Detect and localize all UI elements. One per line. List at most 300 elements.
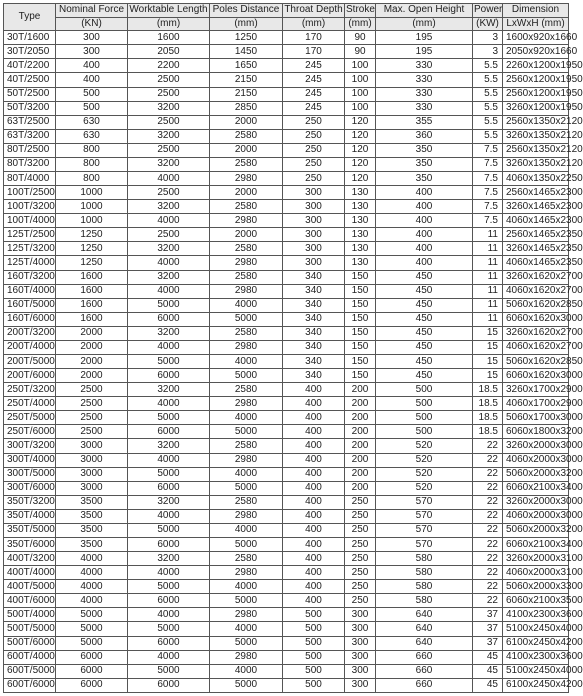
table-row [4,326,569,340]
cell-stroke: 120 [345,171,376,185]
cell-poles: 2580 [210,552,283,566]
cell-power: 22 [473,453,503,467]
cell-dimension: 6100x2450x4200 [503,678,569,692]
cell-open-height: 500 [376,383,473,397]
cell-dimension: 2560x1200x1950 [503,87,569,101]
cell-throat: 500 [283,622,345,636]
cell-power: 11 [473,270,503,284]
cell-poles: 2580 [210,326,283,340]
cell-power: 11 [473,284,503,298]
cell-type: 125T/4000 [4,256,56,270]
cell-length: 4000 [128,171,210,185]
unit-poles: (mm) [210,17,283,31]
cell-dimension: 3260x1350x2120 [503,157,569,171]
table-row [4,495,569,509]
cell-force: 3500 [56,495,128,509]
table-body [4,31,583,693]
cell-length: 5000 [128,622,210,636]
cell-power: 22 [473,594,503,608]
cell-length: 2500 [128,186,210,200]
cell-poles: 2000 [210,115,283,129]
cell-poles: 4000 [210,467,283,481]
table-row [4,608,569,622]
header-stroke: Stroke [346,4,375,16]
cell-dimension: 3260x1350x2120 [503,129,569,143]
cell-length: 3200 [128,242,210,256]
unit-open-height: (mm) [376,17,473,31]
cell-length: 2050 [128,45,210,59]
header-open-height: Max. Open Height [376,4,473,18]
cell-stroke: 250 [345,509,376,523]
cell-power: 11 [473,312,503,326]
cell-stroke: 200 [345,481,376,495]
cell-length: 2200 [128,59,210,73]
cell-throat: 500 [283,664,345,678]
cell-power: 5.5 [473,87,503,101]
cell-type: 160T/6000 [4,312,56,326]
header-type: Type [4,4,56,31]
cell-poles: 4000 [210,622,283,636]
cell-force: 1600 [56,312,128,326]
cell-dimension: 6060x1800x3200 [503,425,569,439]
cell-length: 4000 [128,453,210,467]
table-row [4,73,569,87]
table-row [4,664,569,678]
table-row [4,439,569,453]
cell-force: 4000 [56,580,128,594]
cell-stroke: 100 [345,73,376,87]
cell-force: 300 [56,31,128,45]
cell-force: 2500 [56,425,128,439]
cell-type: 250T/6000 [4,425,56,439]
cell-force: 800 [56,143,128,157]
cell-throat: 245 [283,87,345,101]
cell-open-height: 660 [376,650,473,664]
cell-type: 80T/2500 [4,143,56,157]
cell-stroke: 300 [345,608,376,622]
table-row [4,256,569,270]
cell-dimension: 4060x1465x2300 [503,214,569,228]
cell-type: 300T/3200 [4,439,56,453]
cell-length: 2500 [128,87,210,101]
cell-length: 5000 [128,411,210,425]
cell-power: 7.5 [473,171,503,185]
cell-force: 1250 [56,256,128,270]
cell-stroke: 120 [345,115,376,129]
cell-power: 45 [473,678,503,692]
cell-dimension: 6060x2100x3400 [503,481,569,495]
cell-power: 37 [473,636,503,650]
cell-throat: 300 [283,200,345,214]
cell-open-height: 570 [376,509,473,523]
cell-stroke: 150 [345,284,376,298]
cell-power: 15 [473,369,503,383]
cell-power: 7.5 [473,143,503,157]
cell-open-height: 400 [376,256,473,270]
cell-open-height: 400 [376,200,473,214]
cell-stroke: 150 [345,354,376,368]
cell-open-height: 640 [376,636,473,650]
cell-length: 3200 [128,552,210,566]
cell-poles: 1450 [210,45,283,59]
cell-dimension: 1600x920x1660 [503,31,569,45]
cell-type: 200T/5000 [4,354,56,368]
table-row [4,383,569,397]
cell-force: 3000 [56,439,128,453]
cell-open-height: 195 [376,31,473,45]
cell-type: 350T/5000 [4,523,56,537]
cell-poles: 4000 [210,664,283,678]
cell-throat: 300 [283,186,345,200]
cell-throat: 340 [283,326,345,340]
cell-type: 160T/3200 [4,270,56,284]
cell-poles: 5000 [210,425,283,439]
cell-type: 400T/6000 [4,594,56,608]
cell-force: 1000 [56,214,128,228]
cell-force: 2000 [56,369,128,383]
cell-power: 7.5 [473,200,503,214]
cell-poles: 2980 [210,340,283,354]
cell-throat: 400 [283,481,345,495]
table-row [4,115,569,129]
cell-stroke: 100 [345,101,376,115]
cell-throat: 340 [283,312,345,326]
cell-poles: 2580 [210,157,283,171]
cell-open-height: 350 [376,143,473,157]
cell-length: 2500 [128,228,210,242]
cell-open-height: 520 [376,481,473,495]
cell-open-height: 580 [376,580,473,594]
cell-length: 3200 [128,129,210,143]
cell-dimension: 2560x1350x2120 [503,143,569,157]
cell-poles: 2980 [210,171,283,185]
cell-stroke: 90 [345,31,376,45]
table-row [4,411,569,425]
cell-length: 4000 [128,509,210,523]
cell-open-height: 570 [376,495,473,509]
cell-force: 3500 [56,509,128,523]
cell-throat: 400 [283,566,345,580]
cell-type: 125T/2500 [4,228,56,242]
cell-open-height: 520 [376,453,473,467]
cell-throat: 400 [283,495,345,509]
cell-length: 4000 [128,566,210,580]
cell-force: 3000 [56,453,128,467]
cell-type: 350T/3200 [4,495,56,509]
cell-stroke: 250 [345,566,376,580]
unit-length: (mm) [128,17,210,31]
cell-open-height: 640 [376,622,473,636]
cell-throat: 250 [283,143,345,157]
cell-throat: 245 [283,73,345,87]
cell-stroke: 150 [345,369,376,383]
cell-force: 630 [56,115,128,129]
cell-type: 600T/6000 [4,678,56,692]
cell-dimension: 6060x1620x3000 [503,312,569,326]
cell-throat: 245 [283,101,345,115]
cell-stroke: 300 [345,650,376,664]
cell-length: 4000 [128,256,210,270]
cell-length: 4000 [128,284,210,298]
cell-length: 5000 [128,523,210,537]
cell-power: 18.5 [473,383,503,397]
cell-stroke: 130 [345,228,376,242]
cell-force: 400 [56,73,128,87]
cell-power: 11 [473,228,503,242]
cell-power: 15 [473,354,503,368]
table-row [4,242,569,256]
cell-poles: 1650 [210,59,283,73]
cell-poles: 2980 [210,214,283,228]
cell-force: 1600 [56,284,128,298]
cell-open-height: 400 [376,228,473,242]
cell-dimension: 4060x2000x3000 [503,509,569,523]
cell-throat: 400 [283,397,345,411]
cell-poles: 2980 [210,650,283,664]
cell-throat: 400 [283,467,345,481]
table-row [4,552,569,566]
cell-open-height: 500 [376,397,473,411]
cell-stroke: 200 [345,425,376,439]
cell-power: 22 [473,467,503,481]
cell-length: 4000 [128,340,210,354]
cell-throat: 500 [283,636,345,650]
table-row [4,200,569,214]
cell-power: 7.5 [473,157,503,171]
cell-poles: 5000 [210,481,283,495]
cell-power: 7.5 [473,214,503,228]
cell-poles: 2150 [210,87,283,101]
cell-dimension: 6060x2100x3400 [503,538,569,552]
cell-type: 63T/3200 [4,129,56,143]
table-row [4,538,569,552]
cell-stroke: 300 [345,678,376,692]
cell-throat: 170 [283,45,345,59]
table-row [4,523,569,537]
cell-dimension: 5060x2000x3300 [503,580,569,594]
cell-force: 800 [56,157,128,171]
cell-poles: 2000 [210,228,283,242]
cell-power: 5.5 [473,73,503,87]
cell-poles: 2580 [210,495,283,509]
cell-poles: 2980 [210,608,283,622]
cell-throat: 245 [283,59,345,73]
cell-open-height: 195 [376,45,473,59]
cell-dimension: 3260x1700x2900 [503,383,569,397]
cell-poles: 5000 [210,636,283,650]
cell-stroke: 130 [345,200,376,214]
cell-poles: 5000 [210,369,283,383]
cell-open-height: 400 [376,242,473,256]
table-row [4,566,569,580]
table-row [4,298,569,312]
cell-stroke: 200 [345,467,376,481]
cell-force: 2500 [56,411,128,425]
cell-type: 30T/2050 [4,45,56,59]
cell-power: 18.5 [473,425,503,439]
cell-power: 45 [473,650,503,664]
cell-open-height: 450 [376,340,473,354]
cell-throat: 400 [283,594,345,608]
table-row [4,369,569,383]
cell-throat: 400 [283,439,345,453]
cell-length: 6000 [128,425,210,439]
cell-power: 18.5 [473,411,503,425]
cell-force: 6000 [56,650,128,664]
cell-throat: 170 [283,31,345,45]
cell-power: 37 [473,608,503,622]
cell-type: 350T/4000 [4,509,56,523]
cell-type: 300T/4000 [4,453,56,467]
table-row [4,425,569,439]
cell-force: 300 [56,45,128,59]
table-row [4,87,569,101]
cell-poles: 5000 [210,312,283,326]
cell-stroke: 250 [345,495,376,509]
cell-force: 2000 [56,354,128,368]
cell-type: 160T/4000 [4,284,56,298]
cell-length: 3200 [128,439,210,453]
cell-dimension: 5060x1620x2850 [503,354,569,368]
cell-stroke: 250 [345,552,376,566]
cell-type: 500T/4000 [4,608,56,622]
cell-length: 3200 [128,270,210,284]
cell-stroke: 150 [345,312,376,326]
table-row [4,354,569,368]
cell-type: 160T/5000 [4,298,56,312]
cell-throat: 300 [283,256,345,270]
cell-stroke: 150 [345,298,376,312]
cell-open-height: 580 [376,594,473,608]
cell-type: 100T/2500 [4,186,56,200]
cell-stroke: 300 [345,636,376,650]
cell-power: 3 [473,31,503,45]
cell-stroke: 250 [345,523,376,537]
cell-type: 500T/5000 [4,622,56,636]
cell-force: 1600 [56,270,128,284]
cell-force: 2000 [56,326,128,340]
cell-length: 4000 [128,650,210,664]
cell-stroke: 200 [345,439,376,453]
cell-length: 3200 [128,495,210,509]
cell-dimension: 4060x1700x2900 [503,397,569,411]
cell-force: 630 [56,129,128,143]
cell-throat: 400 [283,383,345,397]
cell-throat: 250 [283,115,345,129]
cell-open-height: 570 [376,538,473,552]
cell-throat: 400 [283,509,345,523]
cell-power: 22 [473,495,503,509]
cell-poles: 2850 [210,101,283,115]
table-row [4,397,569,411]
header-power: Power [474,4,503,16]
cell-open-height: 450 [376,354,473,368]
cell-type: 200T/4000 [4,340,56,354]
cell-throat: 250 [283,157,345,171]
cell-stroke: 120 [345,143,376,157]
cell-poles: 4000 [210,580,283,594]
cell-length: 6000 [128,312,210,326]
cell-open-height: 360 [376,129,473,143]
cell-poles: 2980 [210,566,283,580]
cell-stroke: 90 [345,45,376,59]
cell-open-height: 570 [376,523,473,537]
unit-stroke: (mm) [345,17,376,31]
cell-dimension: 3260x1465x2350 [503,242,569,256]
table-row [4,622,569,636]
cell-throat: 340 [283,298,345,312]
unit-throat: (mm) [283,17,345,31]
cell-type: 40T/2200 [4,59,56,73]
cell-type: 50T/2500 [4,87,56,101]
cell-length: 3200 [128,326,210,340]
cell-dimension: 5100x2450x4000 [503,664,569,678]
table-row [4,284,569,298]
cell-power: 7.5 [473,186,503,200]
cell-poles: 5000 [210,538,283,552]
cell-stroke: 150 [345,270,376,284]
cell-stroke: 150 [345,326,376,340]
table-row [4,143,569,157]
cell-force: 500 [56,101,128,115]
cell-length: 5000 [128,298,210,312]
table-row [4,171,569,185]
cell-throat: 300 [283,242,345,256]
cell-stroke: 200 [345,397,376,411]
table-row [4,186,569,200]
cell-throat: 340 [283,340,345,354]
cell-dimension: 5060x1620x2850 [503,298,569,312]
cell-type: 400T/3200 [4,552,56,566]
cell-length: 5000 [128,354,210,368]
cell-length: 3200 [128,101,210,115]
cell-throat: 250 [283,129,345,143]
unit-power: (KW) [473,17,503,31]
cell-length: 3200 [128,200,210,214]
cell-force: 500 [56,87,128,101]
cell-poles: 4000 [210,523,283,537]
cell-stroke: 130 [345,186,376,200]
cell-stroke: 200 [345,411,376,425]
cell-open-height: 400 [376,186,473,200]
table-row [4,467,569,481]
cell-type: 80T/3200 [4,157,56,171]
cell-power: 5.5 [473,101,503,115]
cell-poles: 2580 [210,270,283,284]
cell-length: 4000 [128,214,210,228]
cell-length: 4000 [128,397,210,411]
cell-dimension: 6060x2100x3500 [503,594,569,608]
cell-dimension: 4060x2000x3100 [503,566,569,580]
cell-dimension: 4100x2300x3600 [503,608,569,622]
cell-open-height: 450 [376,284,473,298]
cell-length: 5000 [128,664,210,678]
cell-length: 2500 [128,73,210,87]
cell-open-height: 330 [376,87,473,101]
cell-force: 1250 [56,242,128,256]
cell-length: 6000 [128,538,210,552]
cell-throat: 400 [283,552,345,566]
header-throat: Throat Depth [284,4,343,16]
cell-throat: 400 [283,523,345,537]
cell-power: 22 [473,481,503,495]
cell-type: 100T/4000 [4,214,56,228]
cell-throat: 400 [283,425,345,439]
cell-length: 6000 [128,678,210,692]
cell-type: 350T/6000 [4,538,56,552]
cell-throat: 500 [283,608,345,622]
cell-force: 3500 [56,538,128,552]
